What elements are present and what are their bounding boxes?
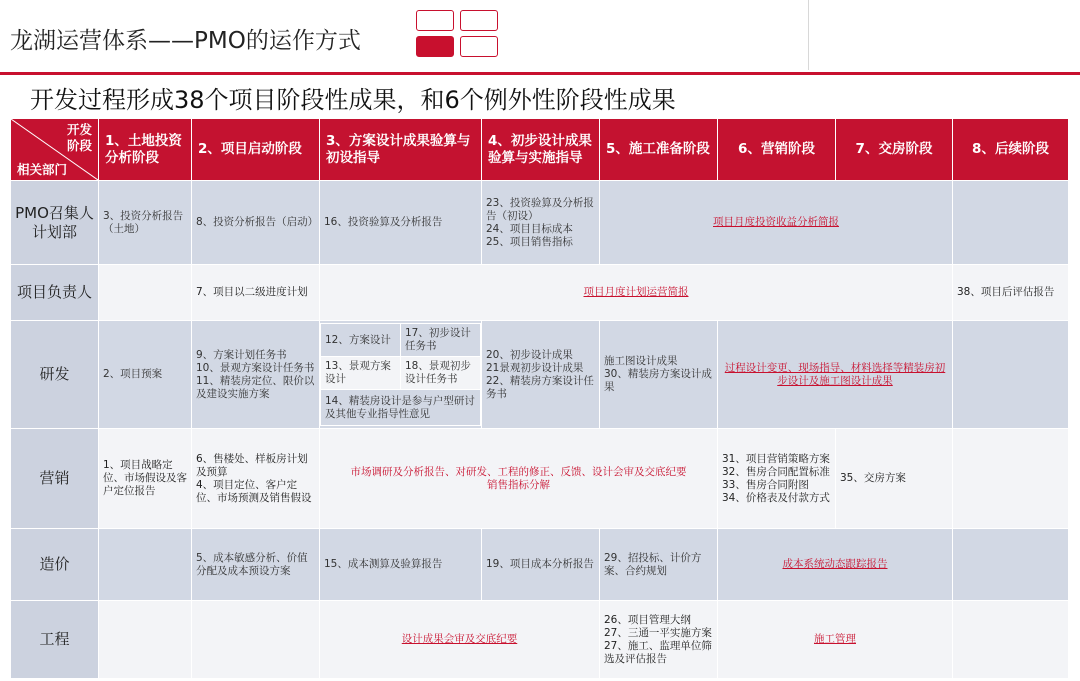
- stage-header-row: [11, 119, 1069, 181]
- header-rule: [0, 72, 1080, 75]
- dept-marketing: 营销: [11, 429, 99, 529]
- stage-header-4: 4、初步设计成果验算与实施指导: [482, 119, 600, 181]
- rd-s3-subgrid: [320, 323, 481, 426]
- dept-cost: 造价: [11, 529, 99, 601]
- row-marketing: [11, 429, 1069, 529]
- dept-owner: 项目负责人: [11, 265, 99, 321]
- stage-header-1: 1、土地投资分析阶段: [99, 119, 192, 181]
- logo-icon: [416, 10, 500, 62]
- cell-rd-s3-c: 13、景观方案设计: [321, 357, 401, 390]
- cell-cost-s1: [99, 529, 192, 601]
- cell-pmo-s5-7: 项目月度投资收益分析简报: [600, 181, 953, 265]
- cell-owner-s3-7: 项目月度计划运营简报: [320, 265, 953, 321]
- page-title: 龙湖运营体系——PMO的运作方式: [10, 28, 361, 54]
- dept-rd: 研发: [11, 321, 99, 429]
- cell-owner-s8: 38、项目后评估报告: [953, 265, 1069, 321]
- cell-cost-s3: 15、成本测算及验算报告: [320, 529, 482, 601]
- cell-marketing-s2: 6、售楼处、样板房计划及预算 4、项目定位、客户定位、市场预测及销售假设: [192, 429, 320, 529]
- row-rd: [11, 321, 1069, 429]
- cell-cost-s6-7: 成本系统动态跟踪报告: [718, 529, 953, 601]
- stage-header-8: 8、后续阶段: [953, 119, 1069, 181]
- cell-pmo-s8: [953, 181, 1069, 265]
- cell-engineering-s5: 26、项目管理大纲 27、三通一平实施方案 27、施工、监理单位筛选及评估报告: [600, 601, 718, 679]
- cell-marketing-s8: [953, 429, 1069, 529]
- header-divider: [808, 0, 809, 70]
- cell-engineering-s6-7: 施工管理: [718, 601, 953, 679]
- cell-marketing-s1: 1、项目战略定位、市场假设及客户定位报告: [99, 429, 192, 529]
- cell-owner-s2: 7、项目以二级进度计划: [192, 265, 320, 321]
- stage-header-6: 6、营销阶段: [718, 119, 836, 181]
- cell-pmo-s1: 3、投资分析报告（土地）: [99, 181, 192, 265]
- cell-pmo-s4: 23、投资验算及分析报告（初设） 24、项目目标成本 25、项目销售指标: [482, 181, 600, 265]
- cell-marketing-s7: 35、交房方案: [836, 429, 953, 529]
- cell-cost-s8: [953, 529, 1069, 601]
- stage-header-3: 3、方案设计成果验算与初设指导: [320, 119, 482, 181]
- cell-rd-s3-a: 12、方案设计: [321, 324, 401, 357]
- row-pmo: [11, 181, 1069, 265]
- dept-pmo: PMO召集人计划部: [11, 181, 99, 265]
- cell-rd-s2: 9、方案计划任务书 10、景观方案设计任务书 11、精装房定位、限价以及建设实施方案: [192, 321, 320, 429]
- row-engineering: [11, 601, 1069, 679]
- pmo-stage-matrix: [10, 118, 1069, 679]
- cell-engineering-s2: [192, 601, 320, 679]
- cell-rd-s1: 2、项目预案: [99, 321, 192, 429]
- cell-rd-s3-d: 18、景观初步设计任务书: [401, 357, 481, 390]
- cell-cost-s2: 5、成本敏感分析、价值分配及成本预设方案: [192, 529, 320, 601]
- cell-marketing-s3-5: 市场调研及分析报告、对研发、工程的修正、反馈、设计会审及交底纪要 销售指标分解: [320, 429, 718, 529]
- row-owner: [11, 265, 1069, 321]
- cell-pmo-s3: 16、投资验算及分析报告: [320, 181, 482, 265]
- cell-rd-s5: 施工图设计成果 30、精装房方案设计成果: [600, 321, 718, 429]
- dept-engineering: 工程: [11, 601, 99, 679]
- cell-pmo-s2: 8、投资分析报告（启动）: [192, 181, 320, 265]
- cell-cost-s5: 29、招投标、计价方案、合约规划: [600, 529, 718, 601]
- cell-rd-s3-b: 17、初步设计任务书: [401, 324, 481, 357]
- cell-rd-s3: [320, 321, 482, 429]
- cell-cost-s4: 19、项目成本分析报告: [482, 529, 600, 601]
- cell-engineering-s3-4: 设计成果会审及交底纪要: [320, 601, 600, 679]
- corner-stage-label: 开发 阶段: [66, 122, 92, 153]
- stage-header-5: 5、施工准备阶段: [600, 119, 718, 181]
- row-cost: [11, 529, 1069, 601]
- cell-marketing-s6: 31、项目营销策略方案 32、售房合同配置标准 33、售房合同附图 34、价格表及付款方式: [718, 429, 836, 529]
- corner-header: [11, 119, 99, 181]
- stage-header-7: 7、交房阶段: [836, 119, 953, 181]
- cell-rd-s4: 20、初步设计成果 21景观初步设计成果 22、精装房方案设计任务书: [482, 321, 600, 429]
- cell-rd-s3-e: 14、精装房设计是参与户型研讨及其他专业指导性意见: [321, 390, 481, 426]
- cell-rd-s6-7: 过程设计变更、现场指导、材料选择等精装房初步设计及施工图设计成果: [718, 321, 953, 429]
- cell-engineering-s1: [99, 601, 192, 679]
- corner-department-label: 相关部门: [17, 162, 68, 177]
- cell-owner-s1: [99, 265, 192, 321]
- cell-engineering-s8: [953, 601, 1069, 679]
- stage-header-2: 2、项目启动阶段: [192, 119, 320, 181]
- cell-rd-s8: [953, 321, 1069, 429]
- slide-subtitle: 开发过程形成38个项目阶段性成果，和6个例外性阶段性成果: [30, 86, 676, 114]
